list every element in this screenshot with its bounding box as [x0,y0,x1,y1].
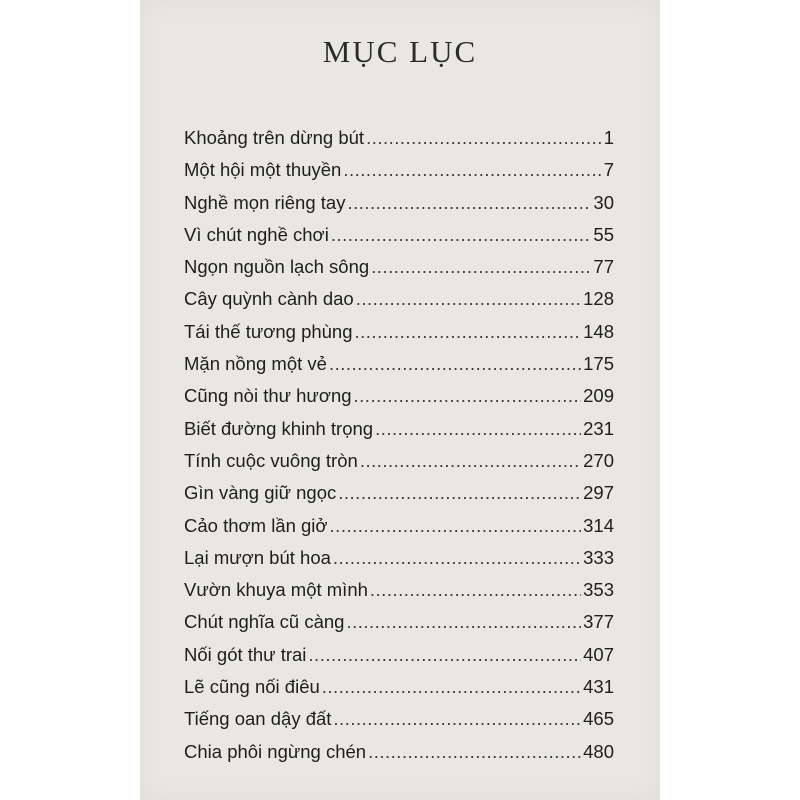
toc-entry-page-number: 431 [583,676,614,698]
toc-entry-page-number: 465 [583,708,614,730]
dot-leader [338,482,581,504]
toc-entry-title: Nối gót thư trai [184,643,307,665]
toc-entry-page-number: 77 [593,256,614,278]
toc-entry [184,385,614,417]
toc-entry-title: Lẽ cũng nối điêu [184,676,320,698]
toc-entry [184,708,614,740]
toc-entry-page-number: 128 [583,288,614,310]
toc-entry-title: Chia phôi ngừng chén [184,740,367,762]
toc-entry [184,644,614,676]
toc-entry-title: Tái thế tương phùng [184,320,353,342]
toc-entry-page-number: 377 [583,611,614,633]
dot-leader [355,321,582,343]
dot-leader [331,224,592,246]
toc-entry-page-number: 407 [583,643,614,665]
dot-leader [371,256,591,278]
dot-leader [330,515,582,537]
toc-entry-title: Biết đường khinh trọng [184,417,374,439]
toc-entry [184,288,614,320]
toc-entry-page-number: 480 [583,740,614,762]
dot-leader [308,644,581,666]
dot-leader [356,288,581,310]
dot-leader [333,547,581,569]
toc-entry-page-number: 270 [583,449,614,471]
toc-entry-page-number: 353 [583,579,614,601]
book-page [140,0,660,800]
toc-entry [184,159,614,191]
page-title: MỤC LỤC [322,34,478,69]
toc-entry [184,741,614,773]
toc-entry [184,611,614,643]
toc-entry-title: Mặn nồng một vẻ [184,353,327,375]
toc-entry [184,127,614,159]
dot-leader [370,579,581,601]
toc-entry-title: Vì chút nghề chơi [184,223,329,245]
toc-entry-page-number: 55 [593,223,614,245]
dot-leader [322,676,581,698]
toc-entry-title: Một hội một thuyền [184,159,342,181]
toc-entry-page-number: 333 [583,546,614,568]
dot-leader [343,159,601,181]
toc-entry [184,547,614,579]
toc-entry-page-number: 175 [583,353,614,375]
toc-entry-page-number: 209 [583,385,614,407]
toc-entry-title: Cây quỳnh cành dao [184,288,354,310]
toc-entry-page-number: 314 [583,514,614,536]
toc-entry-title: Khoảng trên dừng bút [184,127,365,148]
toc-entry-page-number: 231 [583,417,614,439]
toc-entry [184,192,614,224]
dot-leader [354,385,582,407]
toc-entry-title: Ngọn nguồn lạch sông [184,256,370,278]
dot-leader [346,611,581,633]
toc-entry [184,353,614,385]
dot-leader [366,127,602,149]
toc-entry [184,450,614,482]
toc-entry-title: Tiếng oan dậy đất [184,708,332,730]
toc-entry [184,515,614,547]
toc-entry [184,482,614,514]
toc-entry [184,256,614,288]
dot-leader [329,353,581,375]
toc-entry [184,676,614,708]
toc-entry-title: Nghề mọn riêng tay [184,191,346,213]
toc-entry [184,418,614,450]
toc-entry-page-number: 7 [603,159,614,181]
toc-entry-page-number: 1 [603,127,614,148]
table-of-contents [184,127,614,773]
dot-leader [375,418,581,440]
toc-entry-title: Tính cuộc vuông tròn [184,449,358,471]
toc-entry-title: Cảo thơm lần giở [184,514,328,536]
toc-entry-title: Chút nghĩa cũ càng [184,611,345,633]
dot-leader [333,708,581,730]
toc-entry-title: Lại mượn bút hoa [184,546,331,568]
toc-entry-page-number: 30 [593,191,614,213]
toc-entry [184,224,614,256]
toc-entry-page-number: 297 [583,482,614,504]
dot-leader [347,192,591,214]
toc-entry-title: Cũng nòi thư hương [184,385,352,407]
toc-entry-title: Gìn vàng giữ ngọc [184,482,337,504]
dot-leader [360,450,581,472]
toc-entry [184,579,614,611]
toc-entry-page-number: 148 [583,320,614,342]
dot-leader [368,741,581,763]
toc-entry-title: Vườn khuya một mình [184,579,368,601]
toc-entry [184,321,614,353]
